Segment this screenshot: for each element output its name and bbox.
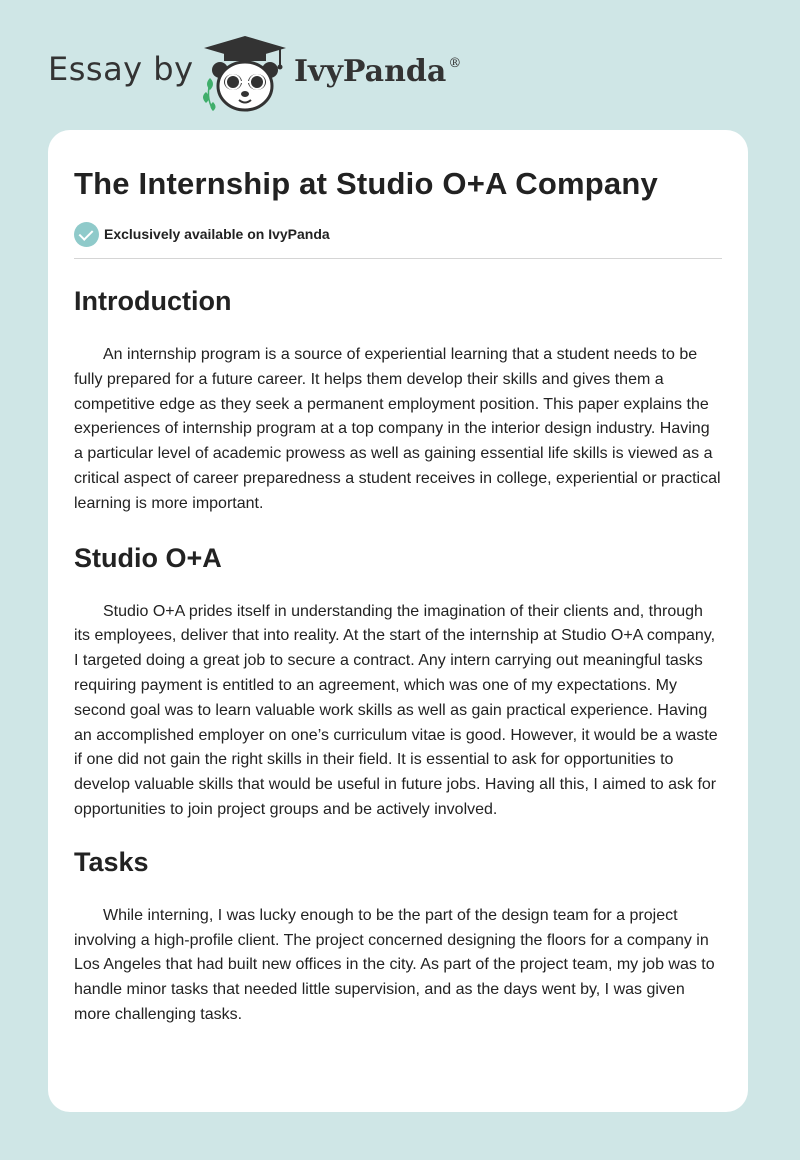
page-title: The Internship at Studio O+A Company (74, 166, 658, 201)
title-divider (74, 258, 722, 259)
section-paragraph: Studio O+A prides itself in understanding the imagination of their clients and, through its employees, deliver that into reality. At the start of the internship at Studio O+A company, I targeted doing a great job to secure a contract. Any intern carrying out meaningful tasks requiring payment is entitled to an agreement, which was one of my expectations. My second goal was to learn valuable work skills as well as gain practical experience. Having an accomplished employer on one’s curriculum vitae is good. However, it would be a waste if one did not gain the right skills in their field. It is essential to ask for opportunities to develop valuable skills that would be useful in future jobs. Having all this, I aimed to ask for opportunities to join project groups and be actively involved. (74, 602, 718, 818)
section-paragraph: While interning, I was lucky enough to be the part of the design team for a project involving a high-profile client. The project concerned designing the floors for a company in Los Angeles that had built new offices in the city. As part of the project team, my job was to handle minor tasks that needed little supervision, and as the days went by, I was given more challenging tasks. (74, 906, 715, 1023)
exclusive-badge (74, 221, 722, 247)
section-studio-oa (74, 540, 722, 823)
registered-mark: ® (448, 56, 462, 71)
ivypanda-logo-icon[interactable] (200, 34, 290, 114)
section-introduction (74, 283, 722, 517)
section-heading: Introduction (74, 286, 232, 316)
section-tasks (74, 844, 722, 1028)
section-heading: Tasks (74, 846, 149, 877)
check-circle-icon (74, 222, 99, 247)
site-header (48, 34, 748, 114)
section-heading: Studio O+A (74, 542, 222, 573)
exclusive-badge-label: Exclusively available on IvyPanda (104, 226, 330, 242)
section-paragraph: An internship program is a source of experiential learning that a student needs to be fully prepared for a future career. It helps them develop their skills and gives them a competitive edge as they seek a permanent employment position. This paper explains the experiences of internship program at a top company in the interior design industry. Having a particular level of academic prowess as well as gaining essential life skills is viewed as a critical aspect of career preparedness a student receives in college, experiential or practical learning is more important. (74, 346, 721, 512)
essay-by-label: Essay by (48, 50, 194, 88)
ivypanda-brand-name[interactable]: IvyPanda ® (294, 54, 462, 89)
essay-card (48, 130, 748, 1112)
